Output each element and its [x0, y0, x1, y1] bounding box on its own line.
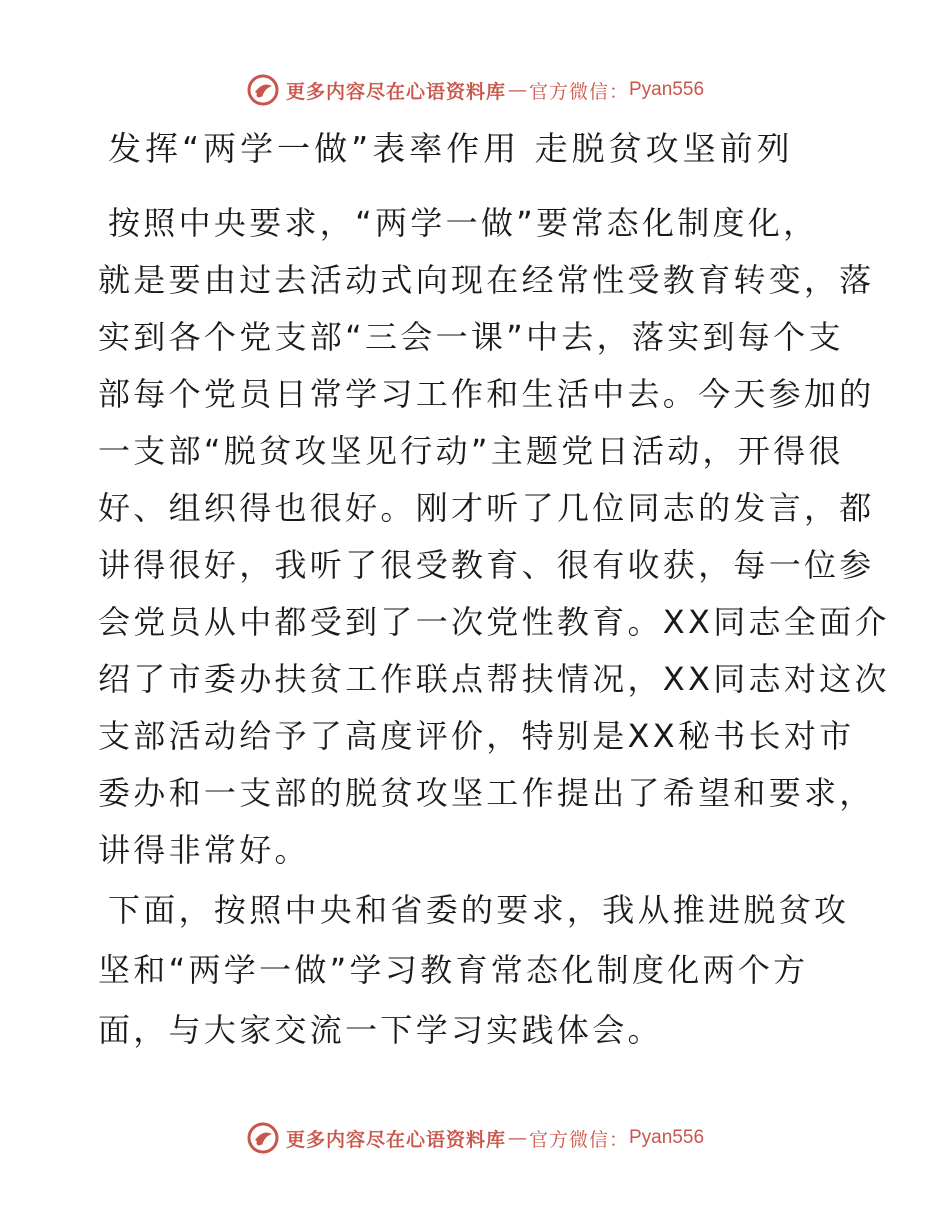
logo-icon: [246, 73, 280, 107]
paragraph-line: 部每个党员日常学习工作和生活中去。今天参加的: [98, 375, 875, 413]
paragraph-line: 面，与大家交流一下学习实践体会。: [98, 1011, 663, 1049]
watermark-text: 更多内容尽在心语资料库: [285, 1128, 506, 1151]
watermark-dash: —: [507, 79, 527, 101]
watermark-footer: [0, 1118, 950, 1158]
paragraph-line: 坚和“两学一做”学习教育常态化制度化两个方: [98, 951, 809, 989]
paragraph-line: 好、组织得也很好。刚才听了几位同志的发言，都: [98, 489, 875, 527]
paragraph-2: [98, 880, 858, 1060]
watermark-text: 更多内容尽在心语资料库: [285, 80, 506, 103]
paragraph-line: 讲得很好，我听了很受教育、很有收获，每一位参: [98, 546, 875, 584]
document-title: 发挥“两学一做”表率作用 走脱贫攻坚前列: [108, 129, 794, 168]
paragraph-line: 委办和一支部的脱贫攻坚工作提出了希望和要求，: [98, 774, 875, 812]
paragraph-line: 会党员从中都受到了一次党性教育。XX同志全面介: [98, 603, 890, 641]
paragraph-line: 一支部“脱贫攻坚见行动”主题党日活动，开得很: [98, 432, 844, 470]
paragraph-line: 下面，按照中央和省委的要求，我从推进脱贫攻: [108, 891, 850, 929]
paragraph-line: 绍了市委办扶贫工作联点帮扶情况，XX同志对这次: [98, 660, 890, 698]
paragraph-line: 就是要由过去活动式向现在经常性受教育转变，落: [98, 261, 875, 299]
watermark-wechat-id: Pyan556: [629, 1127, 705, 1148]
watermark-contact-label: 官方微信：: [528, 80, 629, 103]
watermark-header: [0, 70, 950, 110]
watermark-wechat-id: Pyan556: [629, 79, 705, 100]
paragraph-line: 讲得非常好。: [98, 831, 310, 869]
logo-icon: [246, 1121, 280, 1155]
paragraph-line: 按照中央要求，“两学一做”要常态化制度化，: [108, 204, 819, 242]
paragraph-line: 实到各个党支部“三会一课”中去，落实到每个支: [98, 318, 844, 356]
watermark-contact-label: 官方微信：: [528, 1128, 629, 1151]
paragraph-1: [98, 195, 890, 879]
watermark-dash: —: [507, 1127, 527, 1149]
paragraph-line: 支部活动给予了高度评价，特别是XX秘书长对市: [98, 717, 855, 755]
